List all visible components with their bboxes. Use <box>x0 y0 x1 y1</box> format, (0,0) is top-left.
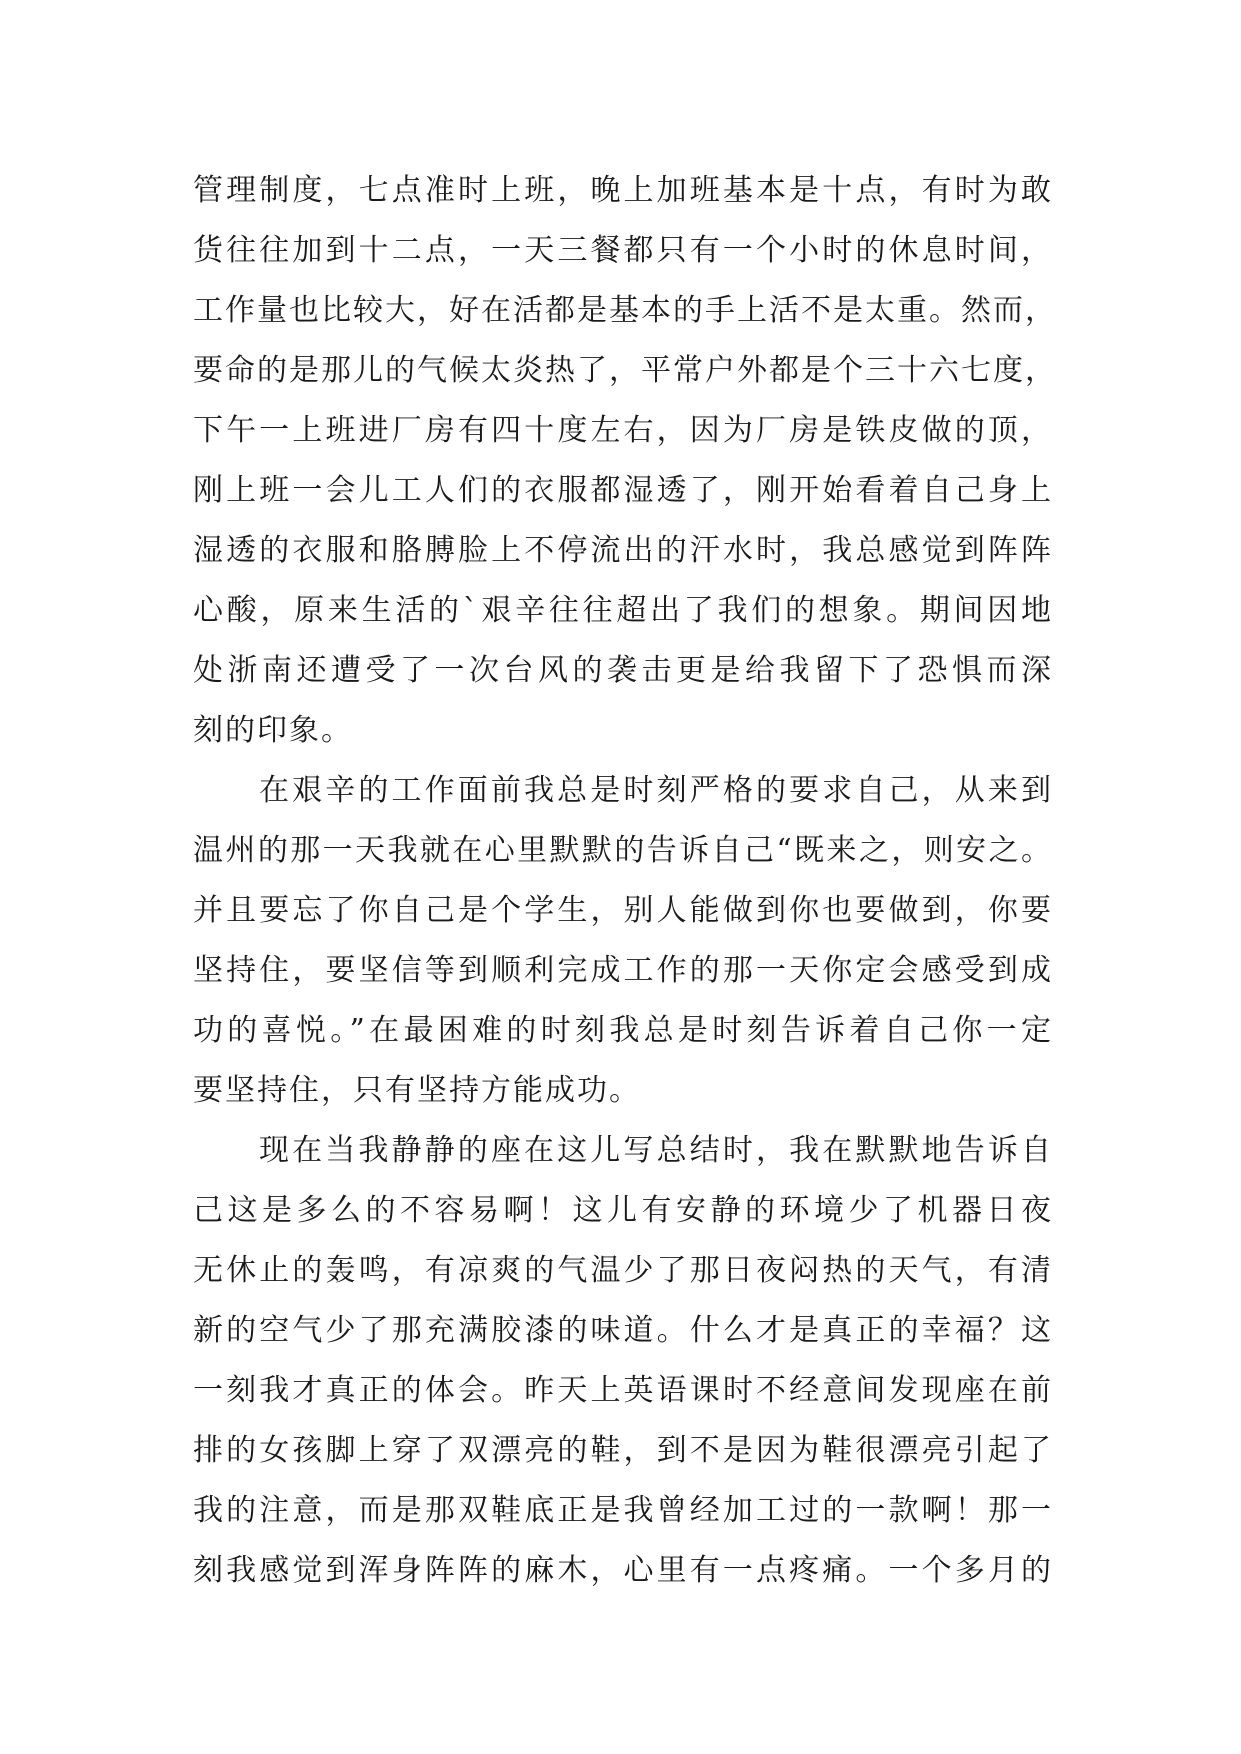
text-line: 新的空气少了那充满胶漆的味道。什么才是真正的幸福？这 <box>193 1313 1053 1348</box>
text-line: 管理制度，七点准时上班，晚上加班基本是十点，有时为敢 <box>193 173 1053 208</box>
document-body <box>193 161 1057 1601</box>
text-line: 一刻我才真正的体会。昨天上英语课时不经意间发现座在前 <box>193 1373 1053 1408</box>
text-line: 刚上班一会儿工人们的衣服都湿透了，刚开始看着自己身上 <box>193 473 1053 508</box>
text-line: 坚持住，要坚信等到顺利完成工作的那一天你定会感受到成 <box>193 953 1053 988</box>
text-line: 湿透的衣服和胳膊脸上不停流出的汗水时，我总感觉到阵阵 <box>193 533 1053 568</box>
text-line: 我的注意，而是那双鞋底正是我曾经加工过的一款啊！那一 <box>193 1493 1053 1528</box>
text-line: 刻我感觉到浑身阵阵的麻木，心里有一点疼痛。一个多月的 <box>193 1553 1053 1588</box>
text-line: 己这是多么的不容易啊！这儿有安静的环境少了机器日夜 <box>193 1193 1053 1228</box>
text-line: 温州的那一天我就在心里默默的告诉自己“既来之，则安之。 <box>193 833 1053 868</box>
text-line: 心酸，原来生活的`艰辛往往超出了我们的想象。期间因地 <box>193 593 1053 628</box>
text-line: 排的女孩脚上穿了双漂亮的鞋，到不是因为鞋很漂亮引起了 <box>193 1433 1053 1468</box>
text-line: 处浙南还遭受了一次台风的袭击更是给我留下了恐惧而深 <box>193 653 1053 688</box>
text-line: 并且要忘了你自己是个学生，别人能做到你也要做到，你要 <box>193 893 1053 928</box>
text-line: 功的喜悦。”在最困难的时刻我总是时刻告诉着自己你一定 <box>193 1013 1053 1048</box>
paragraph-p1 <box>193 161 1057 761</box>
text-line: 刻的印象。 <box>193 713 353 748</box>
text-line: 现在当我静静的座在这儿写总结时，我在默默地告诉自 <box>259 1133 1053 1168</box>
text-line: 在艰辛的工作面前我总是时刻严格的要求自己，从来到 <box>259 773 1053 808</box>
paragraph-p3 <box>193 1121 1053 1601</box>
text-line: 要命的是那儿的气候太炎热了，平常户外都是个三十六七度， <box>193 353 1057 388</box>
text-line: 工作量也比较大，好在活都是基本的手上活不是太重。然而， <box>193 293 1057 328</box>
text-line: 无休止的轰鸣，有凉爽的气温少了那日夜闷热的天气，有清 <box>193 1253 1053 1288</box>
text-line: 下午一上班进厂房有四十度左右，因为厂房是铁皮做的顶， <box>193 413 1053 448</box>
text-line: 货往往加到十二点，一天三餐都只有一个小时的休息时间， <box>193 233 1053 268</box>
text-line: 要坚持住，只有坚持方能成功。 <box>193 1073 641 1108</box>
paragraph-p2 <box>193 761 1053 1121</box>
